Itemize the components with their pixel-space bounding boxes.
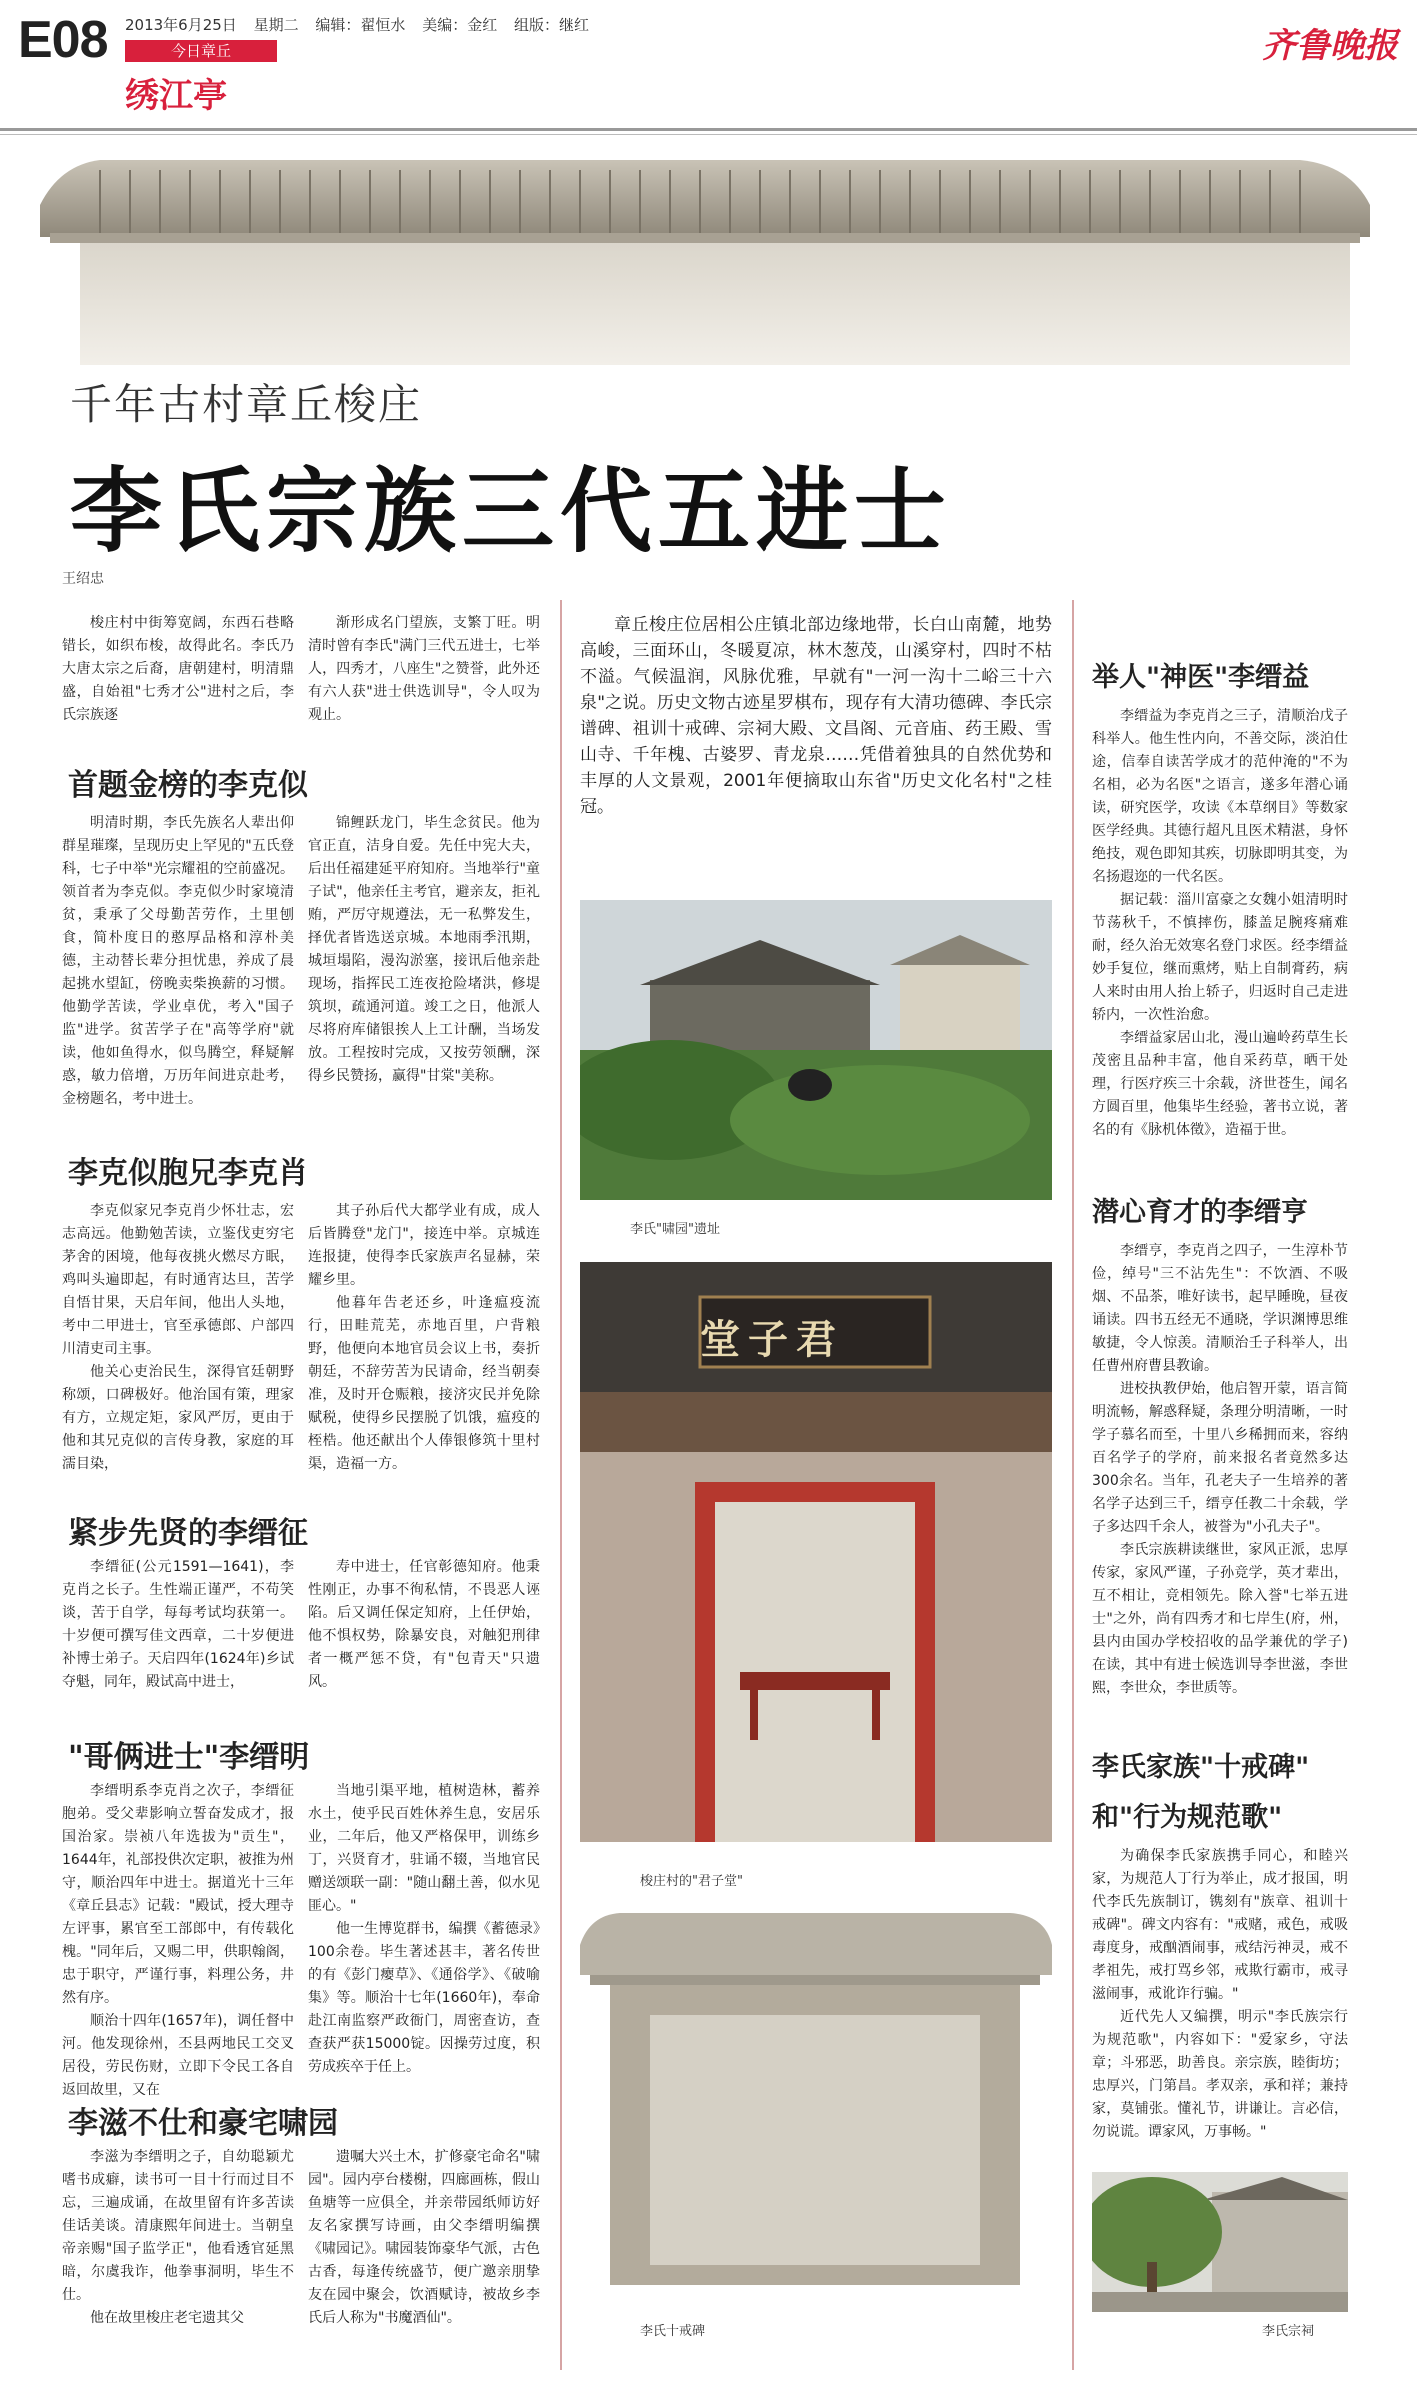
section-title: 举人"神医"李缙益	[1092, 662, 1310, 693]
column-divider	[560, 600, 562, 2370]
paragraph: 李氏宗族耕读继世，家风正派，忠厚传家，家风严谨，子孙竞学，英才辈出，互不相让，竞相领先。除入誉"七举五进士"之外，尚有四秀才和七岸生(府，州，县内由国办学校招收的品学兼优的学子)在读，其中有进士候选训导李世滋，李世熙，李世众，李世质等。	[1092, 1542, 1348, 1696]
section-title-line-2: 和"行为规范歌"	[1092, 1802, 1283, 1833]
paragraph: 他关心吏治民生，深得官廷朝野称颂，口碑极好。他治国有策，理家有方，立规定矩，家风严厉，更由于他和其兄克似的言传身教，家庭的耳濡目染，	[62, 1364, 294, 1472]
paragraph: 他在故里梭庄老宅遗其父	[90, 2310, 244, 2326]
issue-date: 2013年6月25日	[125, 16, 237, 34]
paragraph: 据记载：淄川富豪之女魏小姐清明时节荡秋千，不慎摔伤，膝盖足腕疼痛难耐，经久治无效寒名登门求医。经李缙益妙手复位，继而熏烤，贴上自制膏药，病人来时由用人抬上轿子，归返时自己走进轿内，一次性治愈。	[1092, 892, 1348, 1023]
paragraph: 遗嘱大兴土木，扩修豪宅命名"啸园"。园内亭台楼榭，四廊画栋，假山鱼塘等一应俱全，并亲带园纸师访好友名家撰写诗画，由父李缙明编撰《啸园记》。啸园装饰豪华气派，古色古香，每逢传统盛节，便广邀亲朋挚友在园中聚会，饮酒赋诗，被故乡李氏后人称为"书魔酒仙"。	[308, 2149, 540, 2326]
section-3-col-a	[62, 1556, 294, 1694]
paragraph: 李缙亨，李克肖之四子，一生淳朴节俭，绰号"三不沾先生"：不饮酒、不吸烟、不品茶，唯好读书，起早睡晚，昼夜诵读。四书五经无不通晓，学识渊博思维敏捷，令人惊羡。清顺治壬子科举人，出任曹州府曹县教谕。	[1092, 1243, 1348, 1374]
stele-caption: 李氏十戒碑	[640, 2324, 706, 2339]
paragraph: 李克似家兄李克肖少怀壮志，宏志高远。他勤勉苦读，立鉴伐吏穷宅茅舍的困境，他每夜挑火燃尽方眠，鸡叫头遍即起，有时通宵达旦，苦学自悟甘果，天启年间，他出人头地，考中二甲进士，官至承德郎、户部四川清吏司主事。	[62, 1203, 294, 1357]
paragraph: 他一生博览群书，编撰《蓄德录》100余卷。毕生著述甚丰，著名传世的有《彭门瘿草》、《通俗学》、《破喻集》等。顺治十七年(1660年)，奉命赴江南监察严政衙门，周密查访，查查获严获15000锭。因操劳过度，积劳成疾卒于任上。	[308, 1921, 540, 2075]
ancestral-hall-caption: 李氏宗祠	[1262, 2324, 1315, 2339]
section-2-col-b	[308, 1200, 540, 1476]
newspaper-logo: 齐鲁晚报	[1262, 26, 1398, 66]
editor-credit: 编辑：翟恒水	[315, 16, 406, 34]
paragraph: 为确保李氏家族携手同心，和睦兴家，为规范人丁行为举止，成才报国，明代李氏先族制订，镌刻有"族章、祖训十戒碑"。碑文内容有："戒赌，戒色，戒吸毒度身，戒酗酒闹事，戒结污神灵，戒不孝祖先，戒打骂乡邻，戒欺行霸市，戒寻滋闹事，戒讹诈行骗。"	[1092, 1848, 1348, 2002]
section-1-col-b	[308, 812, 540, 1088]
section-title: 紧步先贤的李缙征	[68, 1516, 308, 1551]
ruins-photo	[580, 900, 1052, 1200]
stele-photo	[570, 1905, 1060, 2300]
hall-caption: 梭庄村的"君子堂"	[640, 1874, 743, 1889]
section-title: 李氏家族"十戒碑"	[1092, 1752, 1310, 1783]
section-title: "哥俩进士"李缙明	[68, 1740, 310, 1775]
section-title: 李克似胞兄李克肖	[68, 1156, 308, 1191]
lead-paragraph: 章丘梭庄位居相公庄镇北部边缘地带，长白山南麓，地势高峻，三面环山，冬暖夏凉，林木葱茂，山溪穿村，四时不枯不溢。气候温润，风脉优雅，早就有"一河一沟十二峪三十六泉"之说。历史文物古迹星罗棋布，现存有大清功德碑、李氏宗谱碑、祖训十戒碑、宗祠大殿、文昌阁、元音庙、药王殿、雪山寺、千年槐、古婆罗、青龙泉……凭借着独具的自然优势和丰厚的人文景观，2001年便摘取山东省"历史文化名村"之桂冠。	[580, 615, 1052, 817]
column-tag: 今日章丘	[125, 40, 277, 62]
paragraph: 近代先人又编撰，明示"李氏族宗行为规范歌"，内容如下："爱家乡，守法章；斗邪恶，助善良。亲宗族，睦街坊；忠厚兴，门第昌。孝双亲，承和祥；兼持家，莫铺张。懂礼节，讲谦让。言必信，勿说谎。谭家风，万事畅。"	[1092, 2009, 1348, 2140]
roof-tile-banner	[40, 145, 1370, 365]
section-4-col-b	[308, 1780, 540, 2079]
section-2-col-a	[62, 1200, 294, 1476]
designer-credit: 美编：金红	[422, 16, 498, 34]
column-name: 绣江亭	[125, 76, 227, 116]
section-5-col-a	[62, 2146, 294, 2330]
section-title: 李滋不仕和豪宅啸园	[68, 2106, 338, 2141]
header-rule	[0, 128, 1417, 131]
header-rule-thin	[0, 134, 1417, 135]
column-divider	[1072, 600, 1074, 2370]
article-byline: 王绍忠	[62, 571, 104, 587]
page-number: E08	[18, 11, 108, 69]
issue-meta	[125, 14, 601, 35]
plaque-text: 堂子君	[700, 1316, 844, 1363]
paragraph: 寿中进士，任官彰德知府。他秉性刚正，办事不徇私情，不畏恶人诬陷。后又调任保定知府，上任伊始，他不惧权势，除暴安良，对触犯刑律者一概严惩不贷，有"包青天"只遗风。	[308, 1559, 540, 1690]
article-headline: 李氏宗族三代五进士	[70, 458, 953, 565]
intro-column-a	[62, 612, 294, 727]
section-5-col-b	[308, 2146, 540, 2330]
article-kicker: 千年古村章丘梭庄	[70, 380, 423, 429]
paragraph: 其子孙后代大都学业有成，成人后皆腾登"龙门"，接连中举。京城连连报捷，使得李氏家族声名显赫，荣耀乡里。	[308, 1203, 540, 1288]
paragraph: 明清时期，李氏先族名人辈出仰群星璀璨，呈现历史上罕见的"五氏登科，七子中举"光宗耀祖的空前盛况。领首者为李克似。李克似少时家境清贫，秉承了父母勤苦劳作，土里刨食，简朴度日的憨厚品格和淳朴美德，主动替长辈分担忧患，养成了晨起挑水望缸，傍晚卖柴换薪的习惯。他勤学苦读，学业卓优，考入"国子监"进学。贫苦学子在"高等学府"就读，他如鱼得水，似鸟腾空，释疑解惑，敏力倍增，万历年间进京赴考，金榜题名，考中进士。	[62, 815, 294, 1107]
paragraph: 他暮年告老还乡，叶逢瘟疫流行，田畦荒芜，赤地百里，户背粮野，他便向本地官员会议上书，奏折朝廷，不辞劳苦为民请命，经当朝奏准，及时开仓赈粮，接济灾民并免除赋税，使得乡民摆脱了饥饿，瘟疫的桎梏。他还献出个人俸银修筑十里村渠，造福一方。	[308, 1295, 540, 1472]
paragraph: 李滋为李缙明之子，自幼聪颖尤嗜书成癖，读书可一目十行而过目不忘，三遍成诵，在故里留有许多苦读佳话美谈。清康熙年间进士。当朝皇帝亲赐"国子监学正"，他看透官延黑暗，尔虞我诈，他拳事洞明，毕生不仕。	[62, 2149, 294, 2303]
intro-paragraph-1: 梭庄村中街筹宽阔，东西石巷略错长，如织布梭，故得此名。李氏乃大唐太宗之后裔，唐朝建村，明清鼎盛，自始祖"七秀才公"进村之后，李氏宗族逐	[62, 615, 294, 723]
ancestral-hall-photo	[1092, 2172, 1348, 2312]
issue-weekday: 星期二	[253, 16, 299, 34]
paragraph: 李缙明系李克肖之次子，李缙征胞弟。受父辈影响立誓奋发成才，报国治家。崇祯八年选拔为"贡生"，1644年，礼部投供次定职，被推为州守，顺治四年中进士。据道光十三年《章丘县志》记载："殿试，授大理寺左评事，累官至工部郎中，有传载化槐。"同年后，又赐二甲，供职翰阁，忠于职守，严谨行事，料理公务，井然有序。	[62, 1783, 294, 2006]
paragraph: 进校执教伊始，他启智开蒙，语言简明流畅，解惑释疑，条理分明清晰，一时学子慕名而至，十里八乡稀拥而来，容纳百名学子的学府，前来报名者竟然多达300余名。当年，孔老夫子一生培养的著名学子达到三千，缙亨任教二十余载，学子多达四千余人，被誉为"小孔夫子"。	[1092, 1381, 1348, 1535]
section-3-col-b	[308, 1556, 540, 1694]
ruins-caption: 李氏"啸园"遗址	[630, 1222, 720, 1237]
section-1-col-a	[62, 812, 294, 1111]
intro-column-b	[308, 612, 540, 727]
paragraph: 李缙征(公元1591—1641)，李克肖之长子。生性端正谨严，不苟笑谈，苦于自学，每每考试均获第一。十岁便可撰写佳文西章，二十岁便进补博士弟子。天启四年(1624年)乡试夺魁，同年，殿试高中进士，	[62, 1559, 294, 1690]
paragraph: 李缙益家居山北，漫山遍岭药草生长茂密且品种丰富，他自采药草，晒干处理，行医疗疾三十余载，济世苍生，闻名方圆百里，他集毕生经验，著书立说，著名的有《脉机体徵》，造福于世。	[1092, 1030, 1348, 1138]
section-title: 首题金榜的李克似	[68, 768, 308, 803]
intro-paragraph-2: 渐形成名门望族，支繁丁旺。明清时曾有李氏"满门三代五进士，七举人，四秀才，八座生"之赞誉，此外还有六人获"进士供选训导"，令人叹为观止。	[308, 615, 540, 723]
section-8-body	[1092, 1845, 1348, 2144]
section-title: 潜心育才的李缙亨	[1092, 1197, 1308, 1228]
paragraph: 李缙益为李克肖之三子，清顺治戊子科举人。他生性内向，不善交际，淡泊仕途，信奉自读苦学成才的范仲淹的"不为名相，必为名医"之语言，遂多年潜心诵读，研究医学，攻读《本草纲目》等数家医学经典。其德行超凡且医术精湛，身怀绝技，观色即知其疾，切脉即明其变，为名扬遐迩的一代名医。	[1092, 708, 1348, 885]
section-7-body	[1092, 1240, 1348, 1700]
section-6-body	[1092, 705, 1348, 1142]
section-4-col-a	[62, 1780, 294, 2102]
paragraph: 顺治十四年(1657年)，调任督中河。他发现徐州，丕县两地民工交叉居役，劳民伤财，立即下令民工各自返回故里，又在	[62, 2013, 294, 2098]
paragraph: 锦鲤跃龙门，毕生念贫民。他为官正直，洁身自爱。先任中宪大夫，后出任福建延平府知府。当地举行"童子试"，他亲任主考官，避亲友，拒礼贿，严厉守规遵法，无一私弊发生，择优者皆选送京城。本地雨季汛期，城垣塌陷，漫沟淤塞，接讯后他亲赴现场，指挥民工连夜抢险堵洪，修堤筑坝，疏通河道。竣工之日，他派人尽将府库储银挨人上工计酬，当场发放。工程按时完成，又按劳领酬，深得乡民赞扬，赢得"甘棠"美称。	[308, 815, 540, 1084]
layout-credit: 组版：继红	[513, 16, 589, 34]
paragraph: 当地引渠平地，植树造林，蓄养水土，使乎民百姓休养生息，安居乐业，二年后，他又严格保甲，训练乡丁，兴贤育才，驻诵不辍，当地官民赠送颂联一副："随山翻土善，似水见匪心。"	[308, 1783, 540, 1914]
